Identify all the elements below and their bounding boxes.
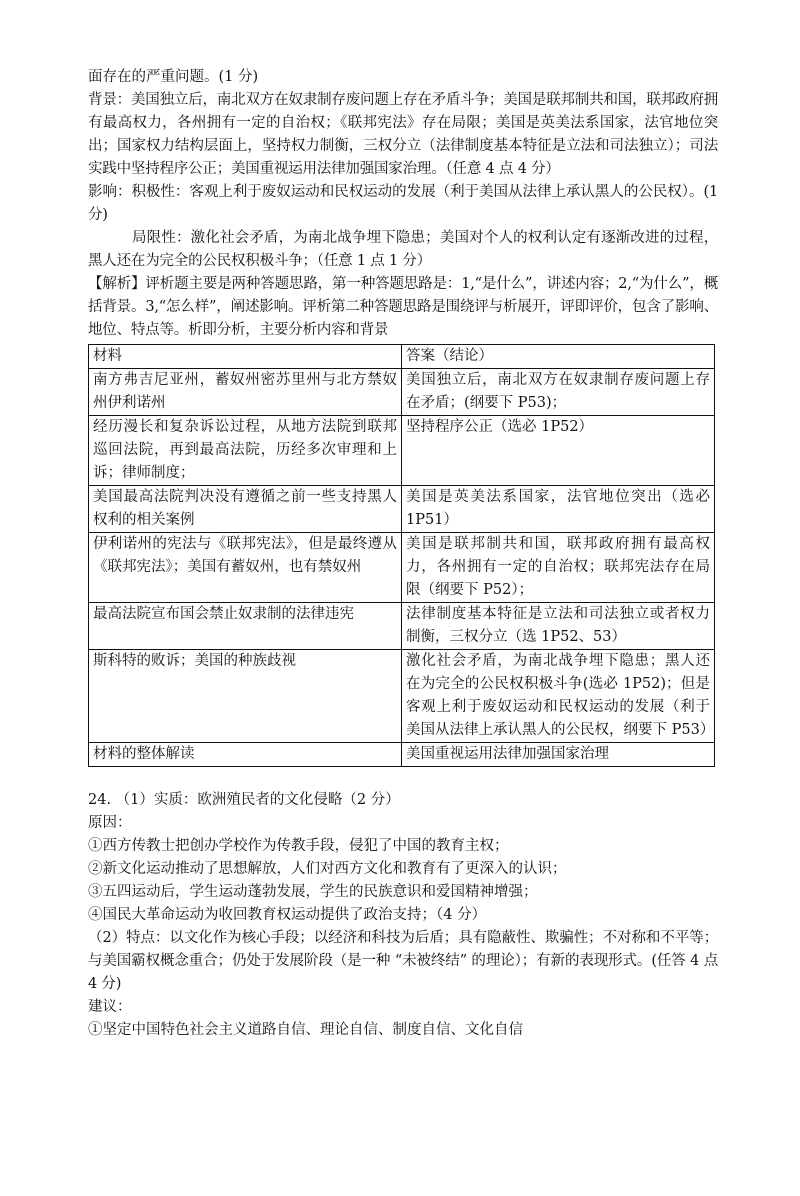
- table-header-cell: 答案（结论）: [402, 345, 715, 369]
- material-answer-table: [88, 344, 715, 767]
- answer-line-intro: 面存在的严重问题。(1 分): [88, 69, 259, 85]
- table-cell: 美国独立后，南北双方在奴隶制存废问题上存在矛盾；(纲要下 P53)；: [402, 369, 715, 416]
- table-row: [89, 369, 715, 416]
- table-cell: 美国最高法院判决没有遵循之前一些支持黑人权利的相关案例: [89, 486, 402, 533]
- table-cell: 美国是英美法系国家，法官地位突出（选必 1P51）: [402, 486, 715, 533]
- table-cell: 坚持程序公正（选必 1P52）: [402, 416, 715, 486]
- q24-reason-2: ②新文化运动推动了思想解放，人们对西方文化和教育有了更深入的认识；: [88, 861, 567, 877]
- table-cell: 法律制度基本特征是立法和司法独立或者权力制衡，三权分立（选 1P52、53）: [402, 603, 715, 650]
- table-header-cell: 材料: [89, 345, 402, 369]
- answer-influence-positive: 影响：积极性：客观上利于废奴运动和民权运动的发展（利于美国从法律上承认黑人的公民权）。(1 分): [88, 184, 718, 223]
- table-cell: 美国是联邦制共和国，联邦政府拥有最高权力，各州拥有一定的自治权；联邦宪法存在局限（纲要下 P52）；: [402, 533, 715, 603]
- answer-influence-limit: 局限性：激化社会矛盾，为南北战争埋下隐患；美国对个人的权利认定有逐渐改进的过程，黑人还在为完全的公民权积极斗争；（任意 1 点 1 分）: [88, 230, 718, 269]
- table-cell: 最高法院宣布国会禁止奴隶制的法律违宪: [89, 603, 402, 650]
- analysis-paragraph: 【解析】评析题主要是两种答题思路，第一种答题思路是：1,“是什么”，讲述内容；2,“为什么”，概括背景。3,“怎么样”，阐述影响。评析第二种答题思路是围绕评与析展开，评即评价，包含了影响、地位、特点等。析即分析，主要分析内容和背景: [88, 276, 718, 338]
- q24-suggestion-label: 建议：: [88, 999, 132, 1015]
- table-row: [89, 416, 715, 486]
- table-row: [89, 533, 715, 603]
- table-cell: 经历漫长和复杂诉讼过程，从地方法院到联邦巡回法院，再到最高法院，历经多次审理和上诉；律师制度；: [89, 416, 402, 486]
- document-page: [88, 66, 718, 1042]
- q24-reason-4: ④国民大革命运动为收回教育权运动提供了政治支持；（4 分）: [88, 907, 487, 923]
- q24-reason-3: ③五四运动后，学生运动蓬勃发展，学生的民族意识和爱国精神增强；: [88, 884, 538, 900]
- q24-reason-1: ①西方传教士把创办学校作为传教手段，侵犯了中国的教育主权；: [88, 838, 509, 854]
- q24-features: （2）特点：以文化作为核心手段；以经济和科技为后盾；具有隐蔽性、欺骗性；不对称和不平等；与美国霸权概念重合；仍处于发展阶段（是一种 “未被终结” 的理论）；有新的表现形式。(任答 4 点 4 分): [88, 930, 718, 992]
- table-cell: 激化社会矛盾，为南北战争埋下隐患；黑人还在为完全的公民权积极斗争(选必 1P52)；但是客观上利于废奴运动和民权运动的发展（利于美国从法律上承认黑人的公民权，纲要下 P53）: [402, 650, 715, 743]
- table-row: [89, 743, 715, 767]
- table-cell: 伊利诺州的宪法与《联邦宪法》，但是最终遵从《联邦宪法》；美国有蓄奴州，也有禁奴州: [89, 533, 402, 603]
- table-header-row: [89, 345, 715, 369]
- table-row: [89, 650, 715, 743]
- q24-reason-label: 原因：: [88, 815, 132, 831]
- q24-substance: 24. （1）实质：欧洲殖民者的文化侵略（2 分）: [88, 792, 400, 808]
- table-cell: 南方弗吉尼亚州，蓄奴州密苏里州与北方禁奴州伊利诺州: [89, 369, 402, 416]
- table-cell: 斯科特的败诉；美国的种族歧视: [89, 650, 402, 743]
- table-row: [89, 486, 715, 533]
- table-cell: 材料的整体解读: [89, 743, 402, 767]
- table-row: [89, 603, 715, 650]
- q24-suggestion-1: ①坚定中国特色社会主义道路自信、理论自信、制度自信、文化自信: [88, 1022, 523, 1038]
- answer-background: 背景：美国独立后，南北双方在奴隶制存废问题上存在矛盾斗争；美国是联邦制共和国，联邦政府拥有最高权力，各州拥有一定的自治权；《联邦宪法》存在局限；美国是英美法系国家，法官地位突出；国家权力结构层面上，坚持权力制衡，三权分立（法律制度基本特征是立法和司法独立）；司法实践中坚持程序公正；美国重视运用法律加强国家治理。（任意 4 点 4 分）: [88, 92, 718, 177]
- table-cell: 美国重视运用法律加强国家治理: [402, 743, 715, 767]
- section-gap: [88, 767, 718, 789]
